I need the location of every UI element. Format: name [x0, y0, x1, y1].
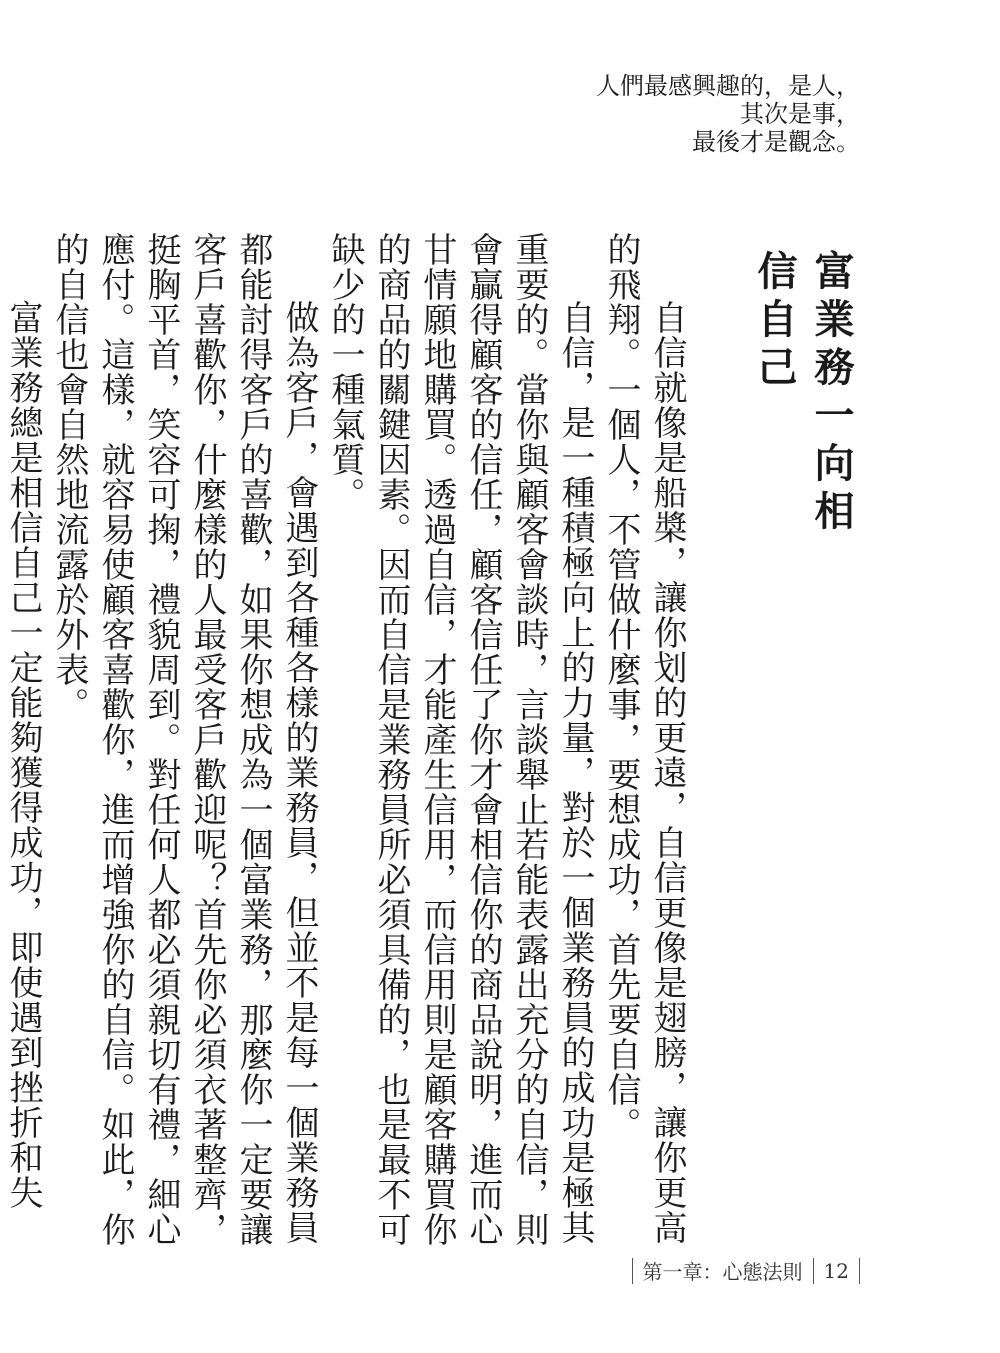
section-heading: 富業務一向相信自己	[751, 250, 854, 538]
page-footer	[632, 1256, 860, 1285]
paragraph-1: 自信就像是船槳，讓你划的更遠，自信更像是翅膀，讓你更高的飛翔。一個人，不管做什麼事，要想成功，首先要自信。	[601, 232, 687, 1245]
body-text	[3, 232, 690, 1252]
chapter-title: 第一章：心態法則	[642, 1260, 803, 1284]
footer-divider	[813, 1258, 814, 1284]
paragraph-3: 做為客戶，會遇到各種各樣的業務員，但並不是每一個業務員都能討得客戶的喜歡，如果你想成為一個富業務，那麼你一定要讓客戶喜歡你，什麼樣的人最受客戶歡迎呢？首先你必須衣著整齊，挺胸平首，笑容可掬，禮貌周到。對任何人都必須親切有禮，細心應付。這樣，就容易使顧客喜歡你，進而增強你的自信。如此，你的自信也會自然地流露於外表。	[49, 232, 319, 1247]
page-number: 12	[823, 1258, 849, 1283]
quote-line-1: 人們最感興趣的，是人，	[596, 72, 860, 100]
paragraph-2: 自信，是一種積極向上的力量，對於一個業務員的成功是極其重要的。當你與顧客會談時，言談舉止若能表露出充分的自信，則會贏得顧客的信任，顧客信任了你才會相信你的商品說明，進而心甘情願地購買。透過自信，才能產生信用，而信用則是顧客購買你的商品的關鍵因素。因而自信是業務員所必須具備的，也是最不可缺少的一種氣質。	[325, 232, 595, 1247]
quote-line-3: 最後才是觀念。	[692, 128, 860, 156]
footer-divider	[632, 1258, 633, 1284]
quote-line-2: 其次是事，	[740, 100, 860, 128]
paragraph-4: 富業務總是相信自己一定能夠獲得成功，即使遇到挫折和失	[3, 300, 43, 1210]
epigraph-quote	[596, 72, 860, 156]
footer-divider	[859, 1258, 860, 1284]
